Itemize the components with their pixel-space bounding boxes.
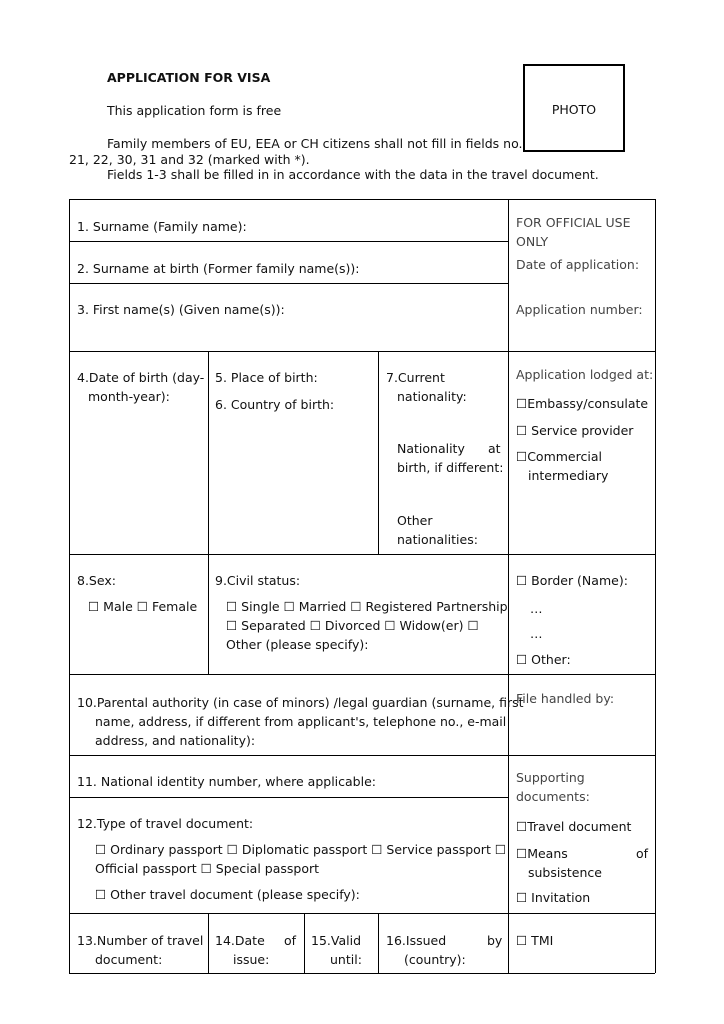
field-2-surname-at-birth[interactable]: 2. Surname at birth (Former family name(s)): xyxy=(77,261,360,276)
fields-note: Fields 1-3 shall be filled in in accordance with the data in the travel document. xyxy=(107,167,599,182)
field-16-issued-by[interactable]: 16.Issued xyxy=(386,933,447,948)
field-16-issued-by-cont: (country): xyxy=(404,952,466,967)
field-7-current-nationality-cont: nationality: xyxy=(397,389,467,404)
field-10-parental-authority-cont: name, address, if different from applicant's, telephone no., e-mail xyxy=(95,714,507,729)
photo-box[interactable] xyxy=(523,64,625,152)
row-divider xyxy=(69,283,508,284)
field-9-civil-status: 9.Civil status: xyxy=(215,573,301,588)
table-border-left xyxy=(69,199,70,973)
field-5-place-of-birth[interactable]: 5. Place of birth: xyxy=(215,370,318,385)
other-checkbox[interactable]: ☐ Other: xyxy=(516,652,571,667)
field-16-issued-by-by: by xyxy=(487,933,503,948)
travel-document-options-2[interactable]: Official passport ☐ Special passport xyxy=(95,861,320,876)
field-4-date-of-birth-cont: month-year): xyxy=(88,389,170,404)
col-divider xyxy=(378,913,379,973)
field-13-document-number[interactable]: 13.Number of travel xyxy=(77,933,204,948)
means-of-subsistence-of: of xyxy=(636,846,649,861)
file-handled-label: File handled by: xyxy=(516,691,615,706)
field-10-parental-authority-cont-2: address, and nationality): xyxy=(95,733,256,748)
official-column-divider xyxy=(508,199,509,973)
invitation-checkbox[interactable]: ☐ Invitation xyxy=(516,890,591,905)
field-7-nationality-at-birth-at: at xyxy=(488,441,501,456)
field-4-date-of-birth[interactable]: 4.Date of birth (day- xyxy=(77,370,205,385)
travel-document-options-1[interactable]: ☐ Ordinary passport ☐ Diplomatic passport ☐ Service passport ☐ xyxy=(95,842,507,857)
means-of-subsistence-cont: subsistence xyxy=(528,865,602,880)
form-title: APPLICATION FOR VISA xyxy=(107,70,271,85)
field-7-other-nationalities[interactable]: Other xyxy=(397,513,433,528)
field-6-country-of-birth[interactable]: 6. Country of birth: xyxy=(215,397,335,412)
civil-status-other[interactable]: Other (please specify): xyxy=(226,637,369,652)
table-border-top xyxy=(69,199,655,200)
tmi-checkbox[interactable]: ☐ TMI xyxy=(516,933,554,948)
border-checkbox[interactable]: ☐ Border (Name): xyxy=(516,573,628,588)
border-ellipsis-1: … xyxy=(530,601,543,616)
field-15-valid-until[interactable]: 15.Valid xyxy=(311,933,361,948)
col-divider xyxy=(378,351,379,554)
lodged-at-label: Application lodged at: xyxy=(516,367,654,382)
free-note: This application form is free xyxy=(107,103,282,118)
supporting-docs-label: Supporting xyxy=(516,770,585,785)
field-11-national-id[interactable]: 11. National identity number, where applicable: xyxy=(77,774,376,789)
field-10-parental-authority[interactable]: 10.Parental authority (in case of minors) /legal guardian (surname, first xyxy=(77,695,524,710)
lodged-commercial-checkbox[interactable]: ☐Commercial xyxy=(516,449,602,464)
civil-status-options-1[interactable]: ☐ Single ☐ Married ☐ Registered Partnership xyxy=(226,599,508,614)
field-13-document-number-cont: document: xyxy=(95,952,163,967)
row-divider xyxy=(69,755,655,756)
sex-options[interactable]: ☐ Male ☐ Female xyxy=(88,599,198,614)
field-8-sex: 8.Sex: xyxy=(77,573,116,588)
col-divider xyxy=(208,913,209,973)
official-use-heading: FOR OFFICIAL USE xyxy=(516,215,631,230)
field-7-nationality-at-birth[interactable]: Nationality xyxy=(397,441,465,456)
travel-document-other[interactable]: ☐ Other travel document (please specify): xyxy=(95,887,360,902)
lodged-service-provider-checkbox[interactable]: ☐ Service provider xyxy=(516,423,634,438)
row-divider xyxy=(69,554,655,555)
field-3-first-names[interactable]: 3. First name(s) (Given name(s)): xyxy=(77,302,285,317)
field-14-date-of-issue[interactable]: 14.Date xyxy=(215,933,265,948)
means-of-subsistence-checkbox[interactable]: ☐Means xyxy=(516,846,568,861)
row-divider xyxy=(69,913,655,914)
official-use-heading-cont: ONLY xyxy=(516,234,549,249)
row-divider xyxy=(69,241,508,242)
family-note-line-2: 21, 22, 30, 31 and 32 (marked with *). xyxy=(69,152,310,167)
supporting-docs-label-cont: documents: xyxy=(516,789,590,804)
family-note-line-1: Family members of EU, EEA or CH citizens shall not fill in fields no. xyxy=(107,136,523,151)
col-divider xyxy=(304,913,305,973)
col-divider xyxy=(208,351,209,674)
field-7-other-nationalities-cont: nationalities: xyxy=(397,532,478,547)
date-of-application-label: Date of application: xyxy=(516,257,640,272)
lodged-embassy-checkbox[interactable]: ☐Embassy/consulate xyxy=(516,396,649,411)
row-divider xyxy=(69,797,508,798)
lodged-commercial-cont: intermediary xyxy=(528,468,609,483)
application-number-label: Application number: xyxy=(516,302,643,317)
field-1-surname[interactable]: 1. Surname (Family name): xyxy=(77,219,247,234)
photo-label: PHOTO xyxy=(551,102,597,117)
civil-status-options-2[interactable]: ☐ Separated ☐ Divorced ☐ Widow(er) ☐ xyxy=(226,618,479,633)
border-ellipsis-2: … xyxy=(530,626,543,641)
field-7-nationality-at-birth-cont: birth, if different: xyxy=(397,460,504,475)
field-7-current-nationality[interactable]: 7.Current xyxy=(386,370,445,385)
table-border-bottom xyxy=(69,973,655,974)
field-15-valid-until-cont: until: xyxy=(330,952,362,967)
travel-document-checkbox[interactable]: ☐Travel document xyxy=(516,819,632,834)
field-12-travel-document-type: 12.Type of travel document: xyxy=(77,816,254,831)
row-divider xyxy=(69,674,655,675)
row-divider xyxy=(69,351,655,352)
field-14-date-of-issue-cont: issue: xyxy=(233,952,270,967)
field-14-date-of-issue-of: of xyxy=(284,933,297,948)
table-border-right xyxy=(655,199,656,973)
